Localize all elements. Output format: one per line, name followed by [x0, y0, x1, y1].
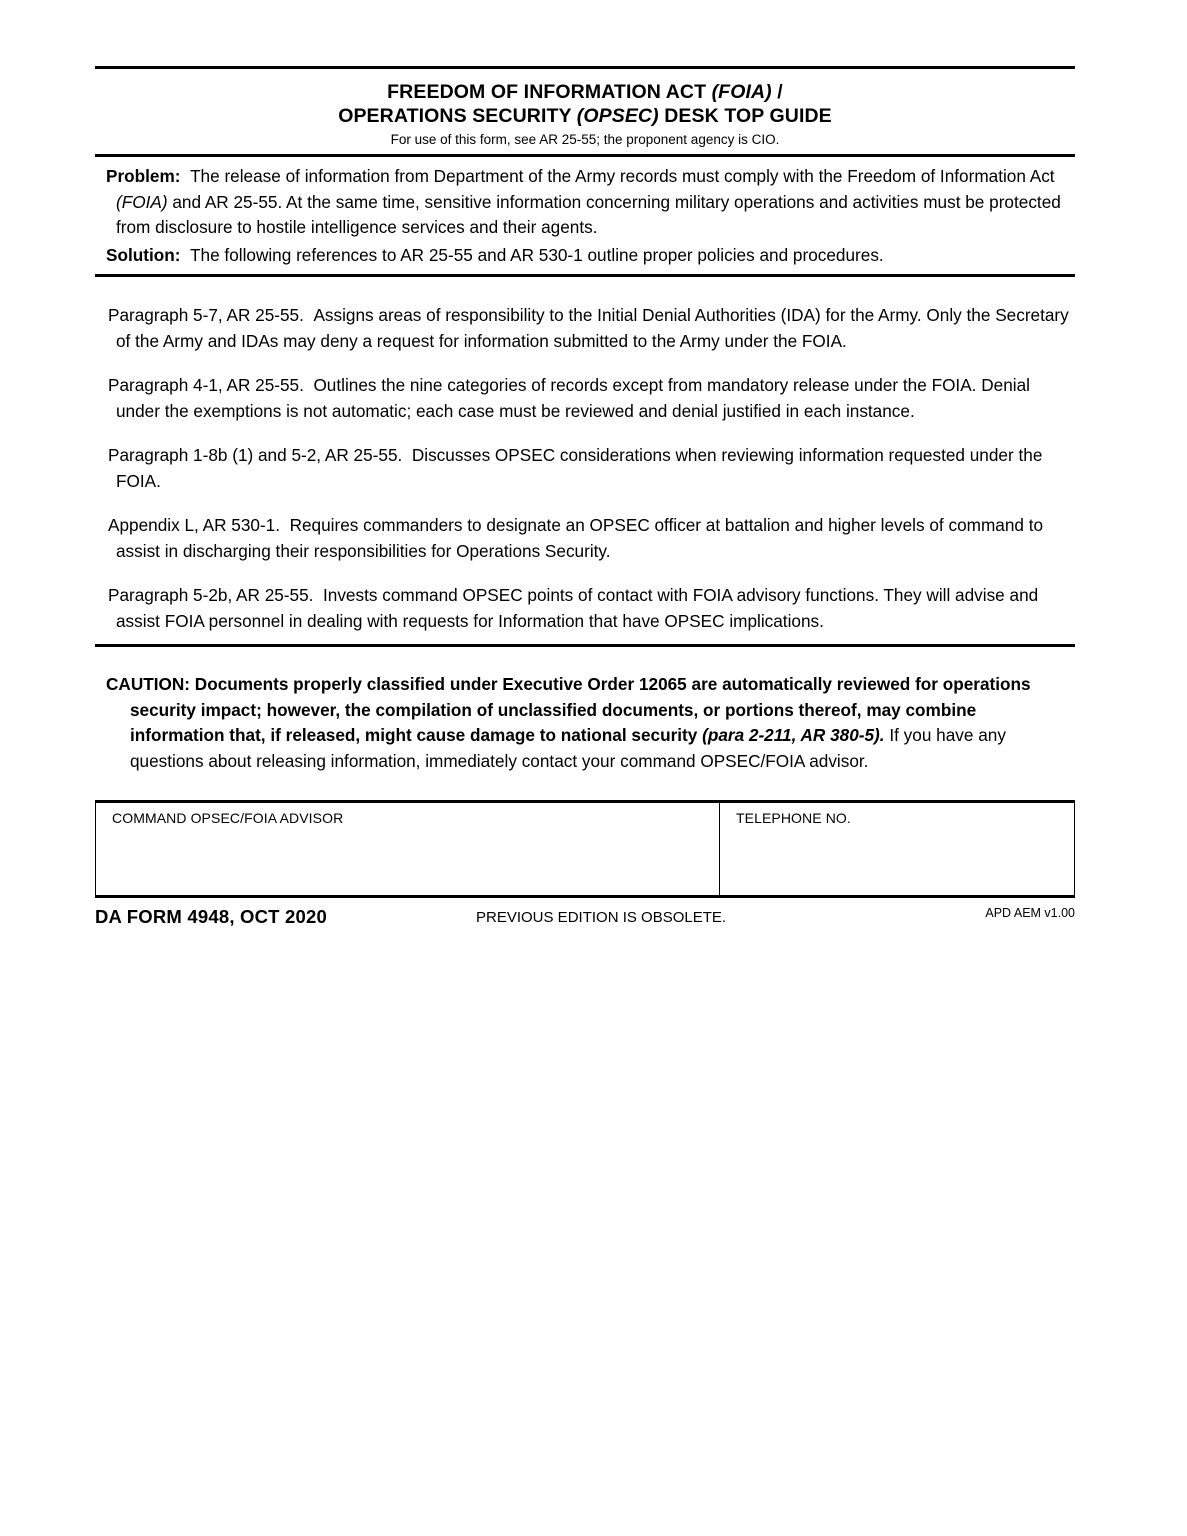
title-line-2-italic: (OPSEC): [576, 105, 659, 127]
reference-label: Paragraph 5-2b, AR 25-55.: [108, 585, 314, 606]
reference-text-1: Outlines the nine categories of records except from mandatory release under the FOIA. Denial under the exemptions is not automatic; each case must be reviewed and denial justified in each instance.: [116, 375, 1030, 421]
reference-label: Paragraph 4-1, AR 25-55.: [108, 375, 304, 396]
problem-text-1: The release of information from Department of the Army records must comply with the Freedom of Information Act: [190, 166, 1055, 186]
signature-fields-row: [95, 803, 1075, 896]
reference-text-1: Invests command OPSEC points of contact with FOIA advisory functions. They will advise and assist FOIA personnel in dealing with requests for Information that have OPSEC implications.: [116, 585, 1039, 631]
form-subtitle: For use of this form, see AR 25-55; the proponent agency is CIO.: [390, 132, 780, 147]
problem-text-italic: (FOIA): [116, 191, 168, 212]
problem-paragraph: [95, 164, 1075, 241]
reference-item: [95, 303, 1075, 354]
caution-paragraph: [95, 672, 1075, 774]
solution-text: The following references to AR 25-55 and AR 530-1 outline proper policies and procedures.: [190, 244, 884, 265]
form-title-line-1: [95, 80, 1075, 104]
form-title-line-2: [95, 104, 1075, 128]
apd-version: APD AEM v1.00: [985, 905, 1075, 920]
caution-section: [95, 647, 1075, 799]
telephone-label: TELEPHONE NO.: [736, 809, 851, 826]
command-advisor-value[interactable]: [112, 827, 719, 847]
title-line-2-suffix: DESK TOP GUIDE: [658, 105, 832, 127]
title-line-2-prefix: OPERATIONS SECURITY: [338, 105, 577, 127]
reference-item: [95, 443, 1075, 494]
reference-text-italic: (IDA): [780, 305, 821, 326]
title-line-1-suffix: /: [771, 81, 783, 103]
reference-text-1: Assigns areas of responsibility to the Initial Denial Authorities: [313, 305, 781, 326]
reference-item: [95, 513, 1075, 564]
telephone-value[interactable]: [736, 827, 1074, 847]
caution-text-1: CAUTION: Documents properly classified under Executive Order 12065 are automatically reviewed for operations security impact; however, the compilation of unclassified documents, or portions thereof, may combine information that, if released, might cause damage to national security: [106, 674, 1031, 746]
references-section: [95, 277, 1075, 644]
reference-text-1: Discusses OPSEC considerations when reviewing information requested under the FOIA.: [116, 445, 1043, 491]
reference-text-1: Requires commanders to designate an OPSEC officer at battalion and higher levels of command to assist in discharging their responsibilities for Operations Security.: [116, 515, 1044, 561]
reference-label: Appendix L, AR 530-1.: [108, 515, 280, 536]
reference-item: [95, 583, 1075, 634]
reference-text-2: for the Army. Only the Secretary of the Army and IDAs may deny a request for information submitted to the Army under the FOIA.: [116, 305, 1069, 351]
telephone-field[interactable]: [720, 803, 1074, 895]
form-number: DA FORM 4948, OCT 2020: [95, 905, 327, 927]
title-line-1-italic: (FOIA): [711, 81, 772, 103]
solution-label: Solution:: [106, 244, 181, 265]
command-advisor-field[interactable]: [96, 803, 720, 895]
problem-solution-section: [95, 157, 1075, 274]
command-advisor-label: COMMAND OPSEC/FOIA ADVISOR: [112, 809, 344, 826]
title-line-1-prefix: FREEDOM OF INFORMATION ACT: [387, 81, 712, 103]
form-footer: [95, 898, 1075, 934]
problem-text-2: and AR 25-55. At the same time, sensitive information concerning military operations and activities must be protected from disclosure to hostile intelligence services and their agents.: [116, 191, 1061, 237]
previous-edition-notice: PREVIOUS EDITION IS OBSOLETE.: [476, 908, 727, 926]
problem-label: Problem:: [106, 166, 181, 186]
form-title-block: [95, 69, 1075, 154]
solution-paragraph: [95, 243, 1075, 269]
form-sheet: [95, 66, 1075, 934]
reference-label: Paragraph 1-8b (1) and 5-2, AR 25-55.: [108, 445, 403, 466]
reference-label: Paragraph 5-7, AR 25-55.: [108, 305, 304, 326]
reference-item: [95, 373, 1075, 424]
caution-citation: (para 2-211, AR 380-5).: [702, 725, 885, 746]
caution-text-2: If you have any questions about releasing information, immediately contact your command OPSEC/FOIA advisor.: [130, 725, 1006, 771]
